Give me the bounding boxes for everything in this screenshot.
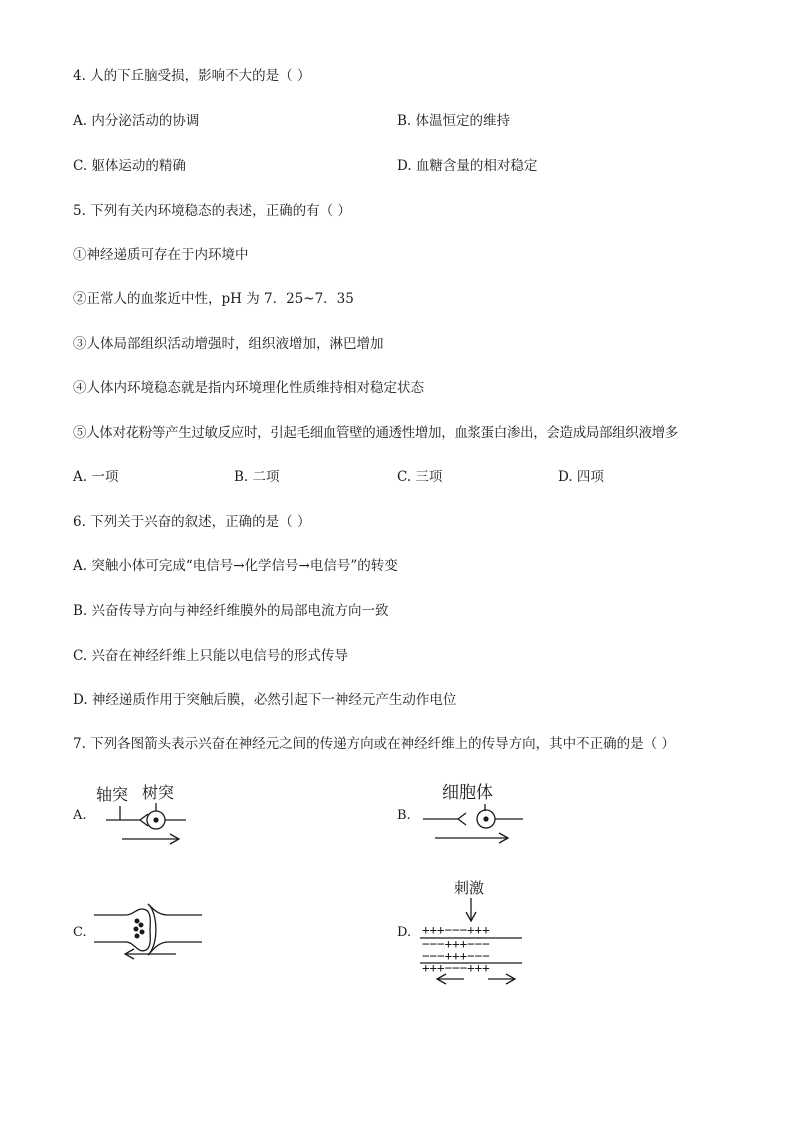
q4-option-d: D. 血糖含量的相对稳定 xyxy=(397,158,538,174)
q5-item-1: ①神经递质可存在于内环境中 xyxy=(73,247,249,263)
q5-option-b: B. 二项 xyxy=(234,469,280,485)
q7-figure-c xyxy=(90,900,210,964)
q5-item-2: ②正常人的血浆近中性，pH 为 7．25~7．35 xyxy=(73,291,354,307)
q6-option-d: D. 神经递质作用于突触后膜，必然引起下一神经元产生动作电位 xyxy=(73,692,457,708)
q5-item-5: ⑤人体对花粉等产生过敏反应时，引起毛细血管壁的通透性增加，血浆蛋白渗出，会造成局部组织液增多 xyxy=(73,425,678,441)
q5-option-d: D. 四项 xyxy=(558,469,604,485)
stimulus-label: 刺激 xyxy=(454,879,485,897)
q5-stem: 5. 下列有关内环境稳态的表述，正确的有（ ） xyxy=(73,203,351,219)
q7-figure-b xyxy=(415,776,535,850)
q5-item-3: ③人体局部组织活动增强时，组织液增加，淋巴增加 xyxy=(73,336,384,352)
q7-option-b-label: B. xyxy=(397,808,411,823)
q4-stem: 4. 人的下丘脑受损，影响不大的是（ ） xyxy=(73,68,311,84)
charge-row-2: −−−+++−−− xyxy=(422,936,490,951)
dendrite-label: 树突 xyxy=(142,783,175,802)
q7-figure-d xyxy=(418,876,528,984)
q6-option-b: B. 兴奋传导方向与神经纤维膜外的局部电流方向一致 xyxy=(73,603,389,619)
charge-row-1: +++−−−+++ xyxy=(422,922,490,937)
q5-option-c: C. 三项 xyxy=(397,469,443,485)
q7-option-d-label: D. xyxy=(397,925,412,940)
q6-stem: 6. 下列关于兴奋的叙述，正确的是（ ） xyxy=(73,514,311,530)
q4-option-b: B. 体温恒定的维持 xyxy=(397,113,511,129)
q7-figure-a xyxy=(90,778,200,850)
charge-row-4: +++−−−+++ xyxy=(422,960,490,975)
q6-option-a: A. 突触小体可完成“电信号→化学信号→电信号”的转变 xyxy=(73,558,398,574)
q5-option-a: A. 一项 xyxy=(73,469,119,485)
q5-item-4: ④人体内环境稳态就是指内环境理化性质维持相对稳定状态 xyxy=(73,380,424,396)
q4-option-a: A. 内分泌活动的协调 xyxy=(73,113,200,129)
q6-option-c: C. 兴奋在神经纤维上只能以电信号的形式传导 xyxy=(73,648,348,664)
q7-stem: 7. 下列各图箭头表示兴奋在神经元之间的传递方向或在神经纤维上的传导方向，其中不正确的是（ ） xyxy=(73,736,675,752)
cell-body-label: 细胞体 xyxy=(442,783,493,803)
q7-option-c-label: C. xyxy=(73,925,87,940)
q7-option-a-label: A. xyxy=(73,808,87,823)
q4-option-c: C. 躯体运动的精确 xyxy=(73,158,186,174)
axon-label: 轴突 xyxy=(96,785,129,804)
charge-row-3: −−−+++−−− xyxy=(422,948,490,963)
